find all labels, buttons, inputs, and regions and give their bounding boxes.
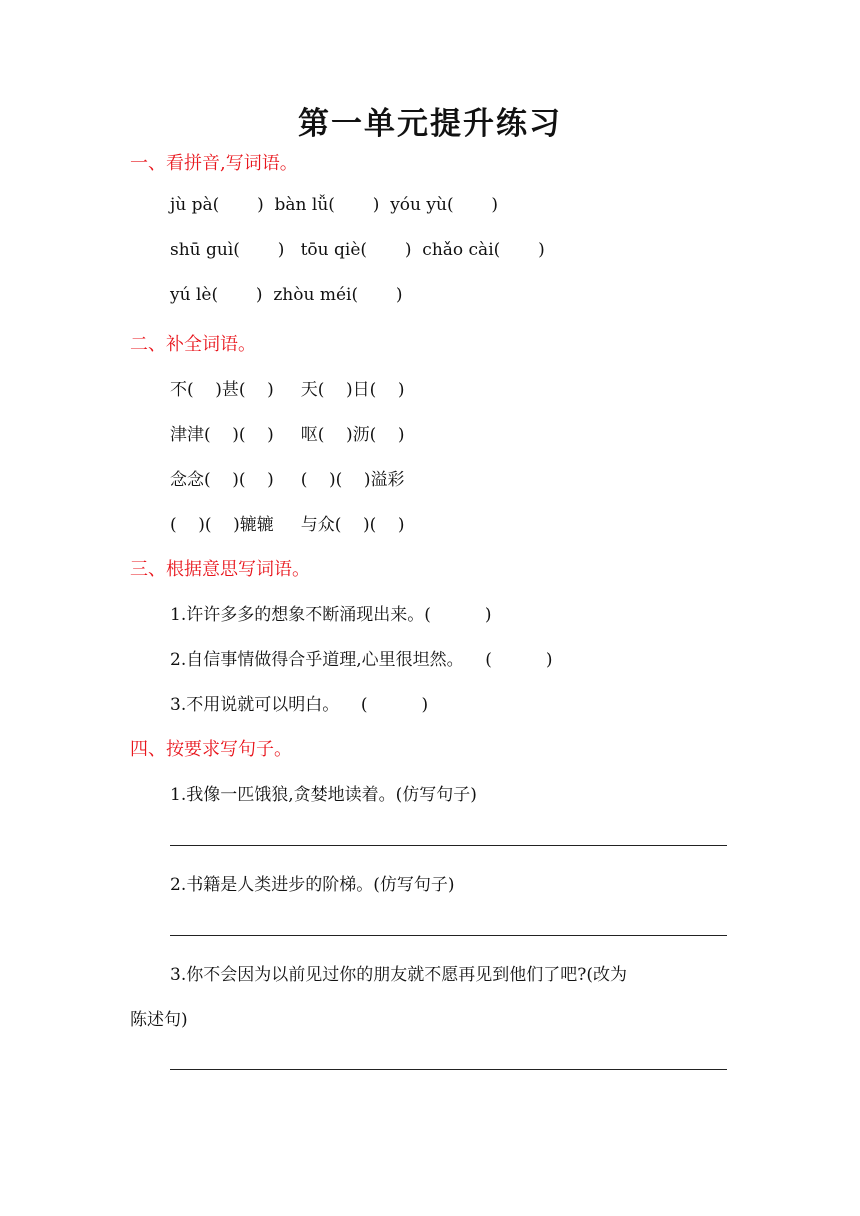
section-heading-complete-words: 二、补全词语。 — [130, 334, 256, 355]
sentence-item-3: 3.你不会因为以前见过你的朋友就不愿再见到他们了吧?(改为 — [170, 965, 627, 985]
idiom-line-3: 念念( )( ) ( )( )溢彩 — [170, 470, 405, 490]
section-heading-pinyin: 一、看拼音,写词语。 — [130, 153, 298, 174]
meaning-item-2: 2.自信事情做得合乎道理,心里很坦然。 ( ) — [170, 650, 553, 670]
idiom-line-2: 津津( )( ) 呕( )沥( ) — [170, 425, 405, 445]
meaning-item-3: 3.不用说就可以明白。 ( ) — [170, 695, 429, 715]
idiom-line-1: 不( )甚( ) 天( )日( ) — [170, 380, 405, 400]
meaning-item-1: 1.许许多多的想象不断涌现出来。( ) — [170, 605, 492, 625]
sentence-item-3-continued: 陈述句) — [130, 1010, 188, 1030]
sentence-item-1: 1.我像一匹饿狼,贪婪地读着。(仿写句子) — [170, 785, 477, 805]
page-title: 第一单元提升练习 — [298, 106, 562, 142]
answer-line-3 — [170, 1069, 727, 1070]
section-heading-meaning-words: 三、根据意思写词语。 — [130, 559, 310, 580]
idiom-line-4: ( )( )辘辘 与众( )( ) — [170, 515, 405, 535]
section-heading-sentences: 四、按要求写句子。 — [130, 739, 292, 760]
sentence-item-2: 2.书籍是人类进步的阶梯。(仿写句子) — [170, 875, 455, 895]
answer-line-2 — [170, 935, 727, 936]
pinyin-line-2: shū guì( ) tōu qiè( ) chǎo cài( ) — [170, 240, 545, 260]
answer-line-1 — [170, 845, 727, 846]
pinyin-line-1: jù pà( ) bàn lǚ( ) yóu yù( ) — [170, 195, 499, 215]
pinyin-line-3: yú lè( ) zhòu méi( ) — [170, 285, 403, 305]
